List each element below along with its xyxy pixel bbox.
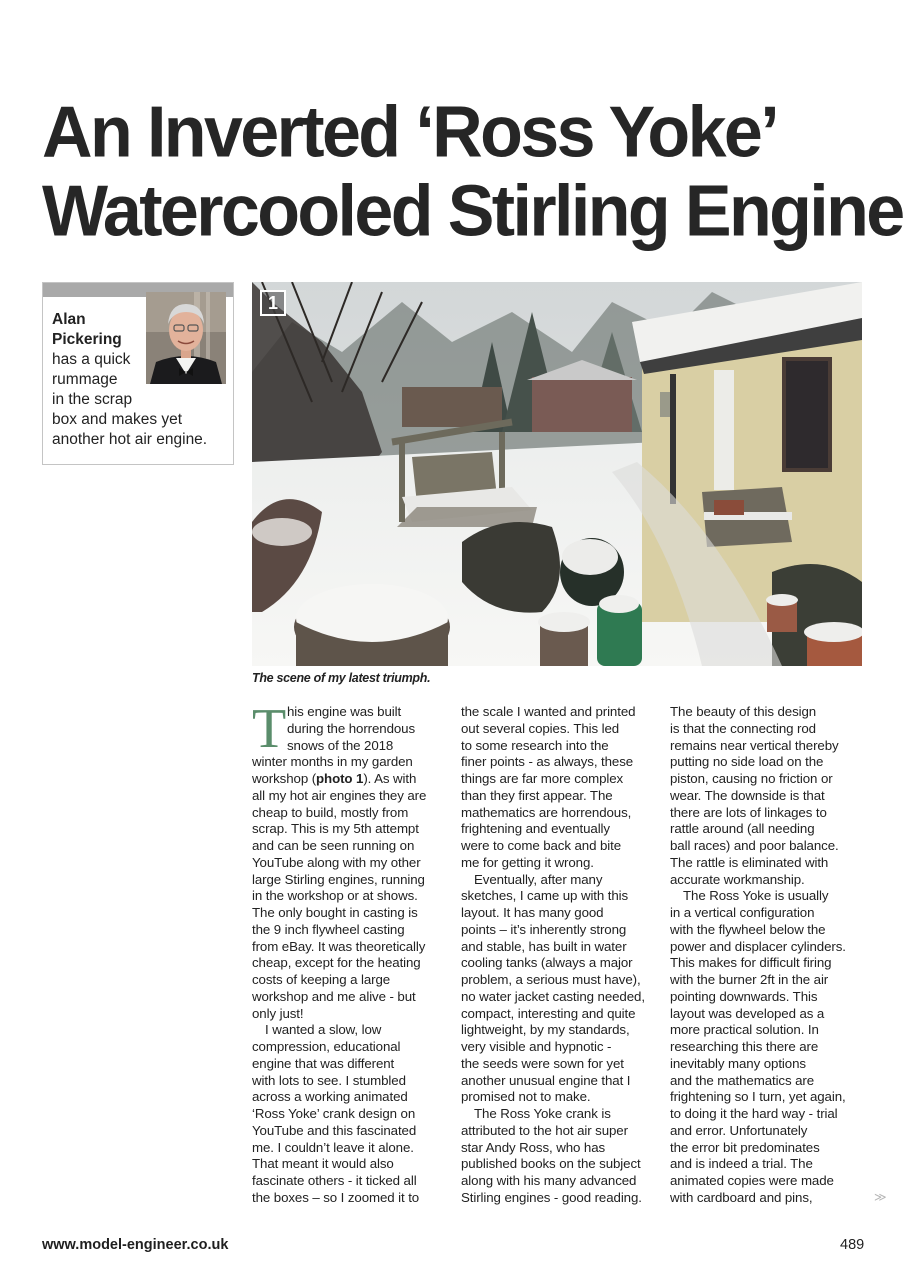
body-line: wear. The downside is that: [670, 787, 825, 803]
body-line: layout. It has many good: [461, 905, 604, 920]
body-line: compression, educational: [252, 1039, 401, 1054]
body-line: with the burner 2ft in the air: [670, 972, 829, 987]
body-line: researching this there are: [670, 1039, 819, 1054]
body-line: in a vertical configuration: [670, 905, 815, 920]
body-line: frightening and eventually: [461, 821, 610, 837]
body-line: snows of the 2018: [287, 737, 394, 753]
body-line: large Stirling engines, running: [252, 871, 425, 887]
body-line: attributed to the hot air super: [461, 1122, 628, 1138]
body-line: cooling tanks (always a major: [461, 955, 633, 971]
body-line: the error bit predominates: [670, 1139, 820, 1155]
body-line: and the mathematics are: [670, 1072, 815, 1088]
body-line: than they first appear. The: [461, 787, 613, 803]
body-line: cheap, except for the heating: [252, 955, 421, 971]
body-line: lightweight, by my standards,: [461, 1022, 630, 1038]
body-line: his engine was built: [287, 704, 402, 719]
body-line: across a working animated: [252, 1089, 408, 1105]
footer-website: www.model-engineer.co.uk: [42, 1237, 229, 1253]
page-number: 489: [840, 1237, 865, 1253]
body-line: things are far more complex: [461, 771, 624, 786]
body-line: in the workshop or at shows.: [252, 888, 418, 904]
body-line: workshop and me alive - but: [252, 988, 416, 1004]
body-line: I wanted a slow, low: [265, 1022, 382, 1038]
body-line: rattle around (all needing: [670, 821, 815, 837]
body-line: more practical solution. In: [670, 1022, 819, 1038]
body-line: frightening so I turn, yet again,: [670, 1089, 846, 1105]
body-line: cheap to build, mostly from: [252, 804, 409, 820]
author-intro-line: has a quick: [52, 351, 131, 368]
body-line: only just!: [252, 1005, 304, 1021]
body-line: the boxes – so I zoomed it to: [252, 1189, 420, 1205]
title-line-2: Watercooled Stirling Engine: [42, 170, 903, 252]
body-line: to doing it the hard way - trial: [670, 1106, 838, 1121]
body-line: during the horrendous: [287, 720, 416, 736]
body-line: star Andy Ross, who has: [461, 1139, 606, 1155]
body-line: the 9 inch flywheel casting: [252, 921, 405, 937]
body-line: with cardboard and pins,: [670, 1189, 813, 1205]
body-line: no water jacket casting needed,: [461, 988, 645, 1004]
body-line: to some research into the: [461, 737, 609, 753]
body-line: winter months in my garden: [252, 754, 413, 770]
body-line: promised not to make.: [461, 1089, 591, 1105]
body-line: power and displacer cylinders.: [670, 938, 846, 954]
body-line: ball races) and poor balance.: [670, 838, 839, 853]
author-intro: [52, 310, 230, 450]
body-line: scrap. This is my 5th attempt: [252, 821, 419, 837]
body-line: another unusual engine that I: [461, 1072, 631, 1088]
body-line: were to come back and bite: [461, 838, 622, 853]
body-line: The only bought in casting is: [252, 905, 418, 920]
body-line: Eventually, after many: [474, 871, 603, 887]
body-column-3: [670, 704, 860, 1207]
body-line: inevitably many options: [670, 1055, 806, 1071]
body-line: layout was developed as a: [670, 1005, 825, 1021]
drop-cap: T: [252, 698, 287, 760]
body-line: compact, interesting and quite: [461, 1005, 636, 1021]
continue-arrow-icon: ≫: [874, 1190, 884, 1204]
body-line: Stirling engines - good reading.: [461, 1189, 642, 1205]
body-line: with lots to see. I stumbled: [252, 1072, 406, 1088]
body-column-1: [252, 698, 442, 1207]
author-intro-line: box and makes yet: [52, 411, 183, 428]
body-line: sketches, I came up with this: [461, 888, 629, 904]
body-line: and can be seen running on: [252, 838, 415, 853]
body-line: from eBay. It was theoretically: [252, 938, 426, 954]
body-line: there are lots of linkages to: [670, 804, 827, 820]
body-line: published books on the subject: [461, 1156, 641, 1172]
body-line: The Ross Yoke crank is: [474, 1106, 611, 1121]
body-line: engine that was different: [252, 1055, 395, 1071]
body-line: remains near vertical thereby: [670, 737, 839, 753]
author-first-name: Alan: [52, 311, 86, 328]
author-box: [42, 282, 234, 465]
body-line: me for getting it wrong.: [461, 854, 594, 870]
body-line: That meant it would also: [252, 1156, 394, 1172]
body-line: along with his many advanced: [461, 1173, 637, 1188]
body-line: This makes for difficult firing: [670, 955, 832, 971]
photo-caption: The scene of my latest triumph.: [252, 671, 431, 685]
body-line: problem, a serious must have),: [461, 972, 641, 987]
body-line: is that the connecting rod: [670, 720, 816, 736]
article-title: [42, 90, 903, 252]
body-line: the scale I wanted and printed: [461, 704, 636, 719]
title-line-1: An Inverted ‘Ross Yoke’: [42, 90, 778, 173]
body-line: putting no side load on the: [670, 754, 824, 770]
body-line: ‘Ross Yoke’ crank design on: [252, 1106, 416, 1121]
body-line: The Ross Yoke is usually: [683, 888, 829, 904]
body-line: The beauty of this design: [670, 704, 817, 719]
body-line: and is indeed a trial. The: [670, 1156, 813, 1172]
author-intro-line: in the scrap: [52, 391, 133, 408]
body-line: fascinate others - it ticked all: [252, 1173, 417, 1188]
author-intro-line: rummage: [52, 371, 118, 388]
body-line: YouTube along with my other: [252, 854, 421, 870]
body-line: out several copies. This led: [461, 720, 620, 736]
body-column-2: [461, 704, 651, 1207]
author-intro-line: another hot air engine.: [52, 431, 208, 448]
photo-number-badge: 1: [260, 290, 286, 316]
body-line: finer points - as always, these: [461, 754, 634, 770]
body-line: YouTube and this fascinated: [252, 1122, 417, 1138]
body-line: accurate workmanship.: [670, 871, 805, 887]
body-line: points – it’s inherently strong: [461, 921, 627, 937]
body-line: with the flywheel below the: [670, 921, 826, 937]
body-line: animated copies were made: [670, 1173, 834, 1188]
body-line: and stable, has built in water: [461, 938, 627, 954]
body-line: and error. Unfortunately: [670, 1122, 808, 1138]
author-last-name: Pickering: [52, 331, 122, 348]
body-line: the seeds were sown for yet: [461, 1055, 624, 1071]
body-line: all my hot air engines they are: [252, 787, 427, 803]
body-line: mathematics are horrendous,: [461, 804, 632, 820]
body-line: workshop (photo 1). As with: [252, 771, 417, 786]
body-line: me. I couldn’t leave it alone.: [252, 1139, 414, 1155]
body-line: The rattle is eliminated with: [670, 854, 829, 870]
body-line: very visible and hypnotic -: [461, 1039, 612, 1054]
body-line: piston, causing no friction or: [670, 771, 833, 786]
body-line: costs of keeping a large: [252, 972, 391, 987]
snowy-garden-photo: [252, 282, 862, 666]
body-line: pointing downwards. This: [670, 988, 818, 1004]
